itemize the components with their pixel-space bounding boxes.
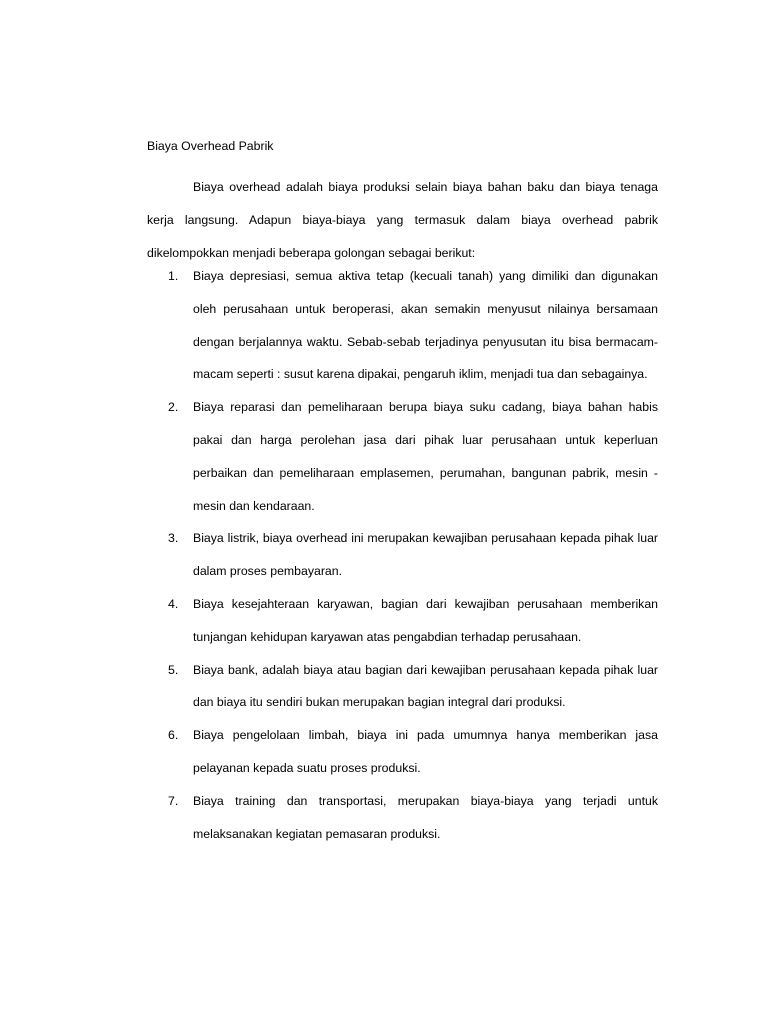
document-title: Biaya Overhead Pabrik <box>147 139 274 153</box>
list-item-text: Biaya pengelolaan limbah, biaya ini pada umumnya hanya memberikan jasa pelayanan kepada suatu proses produksi. <box>193 728 658 775</box>
list-item-text: Biaya training dan transportasi, merupakan biaya-biaya yang terjadi untuk melaksanakan kegiatan pemasaran produksi. <box>193 793 658 841</box>
list-item <box>147 719 658 785</box>
list-item-text: Biaya bank, adalah biaya atau bagian dari kewajiban perusahaan kepada pihak luar dan biaya itu sendiri bukan merupakan bagian integral dari produksi. <box>193 662 658 710</box>
list-item <box>147 588 658 654</box>
list-item-number: 3. <box>168 531 179 546</box>
list-item-text: Biaya kesejahteraan karyawan, bagian dari kewajiban perusahaan memberikan tunjangan kehidupan karyawan atas pengabdian terhadap perusahaan. <box>193 596 658 644</box>
overhead-cost-list <box>147 260 658 850</box>
list-item-number: 5. <box>168 662 179 677</box>
intro-paragraph: Biaya overhead adalah biaya produksi selain biaya bahan baku dan biaya tenaga kerja langsung. Adapun biaya-biaya yang termasuk dalam biaya overhead pabrik dikelompokkan menjadi beberapa golongan sebagai berikut: <box>147 180 658 260</box>
list-item-number: 6. <box>168 728 179 743</box>
list-item <box>147 260 658 391</box>
list-item <box>147 391 658 522</box>
list-item <box>147 522 658 588</box>
list-item-number: 1. <box>168 269 179 283</box>
list-item-text: Biaya depresiasi, semua aktiva tetap (kecuali tanah) yang dimiliki dan digunakan oleh perusahaan untuk beroperasi, akan semakin menyusut nilainya bersamaan dengan berjalannya waktu. Sebab-sebab terjadinya penyusutan itu bisa bermacam-macam seperti : susut karena dipakai, pengaruh iklim, menjadi tua dan sebagainya. <box>193 269 658 382</box>
list-item-text: Biaya reparasi dan pemeliharaan berupa biaya suku cadang, biaya bahan habis pakai dan harga perolehan jasa dari pihak luar perusahaan untuk keperluan perbaikan dan pemeliharaan emplasemen, perumahan, bangunan pabrik, mesin - mesin dan kendaraan. <box>193 400 658 513</box>
list-item <box>147 654 658 720</box>
list-item-number: 4. <box>168 596 179 611</box>
list-item <box>147 785 658 851</box>
list-item-number: 2. <box>168 400 179 415</box>
list-item-number: 7. <box>168 793 179 808</box>
list-item-text: Biaya listrik, biaya overhead ini merupakan kewajiban perusahaan kepada pihak luar dalam proses pembayaran. <box>193 531 658 579</box>
